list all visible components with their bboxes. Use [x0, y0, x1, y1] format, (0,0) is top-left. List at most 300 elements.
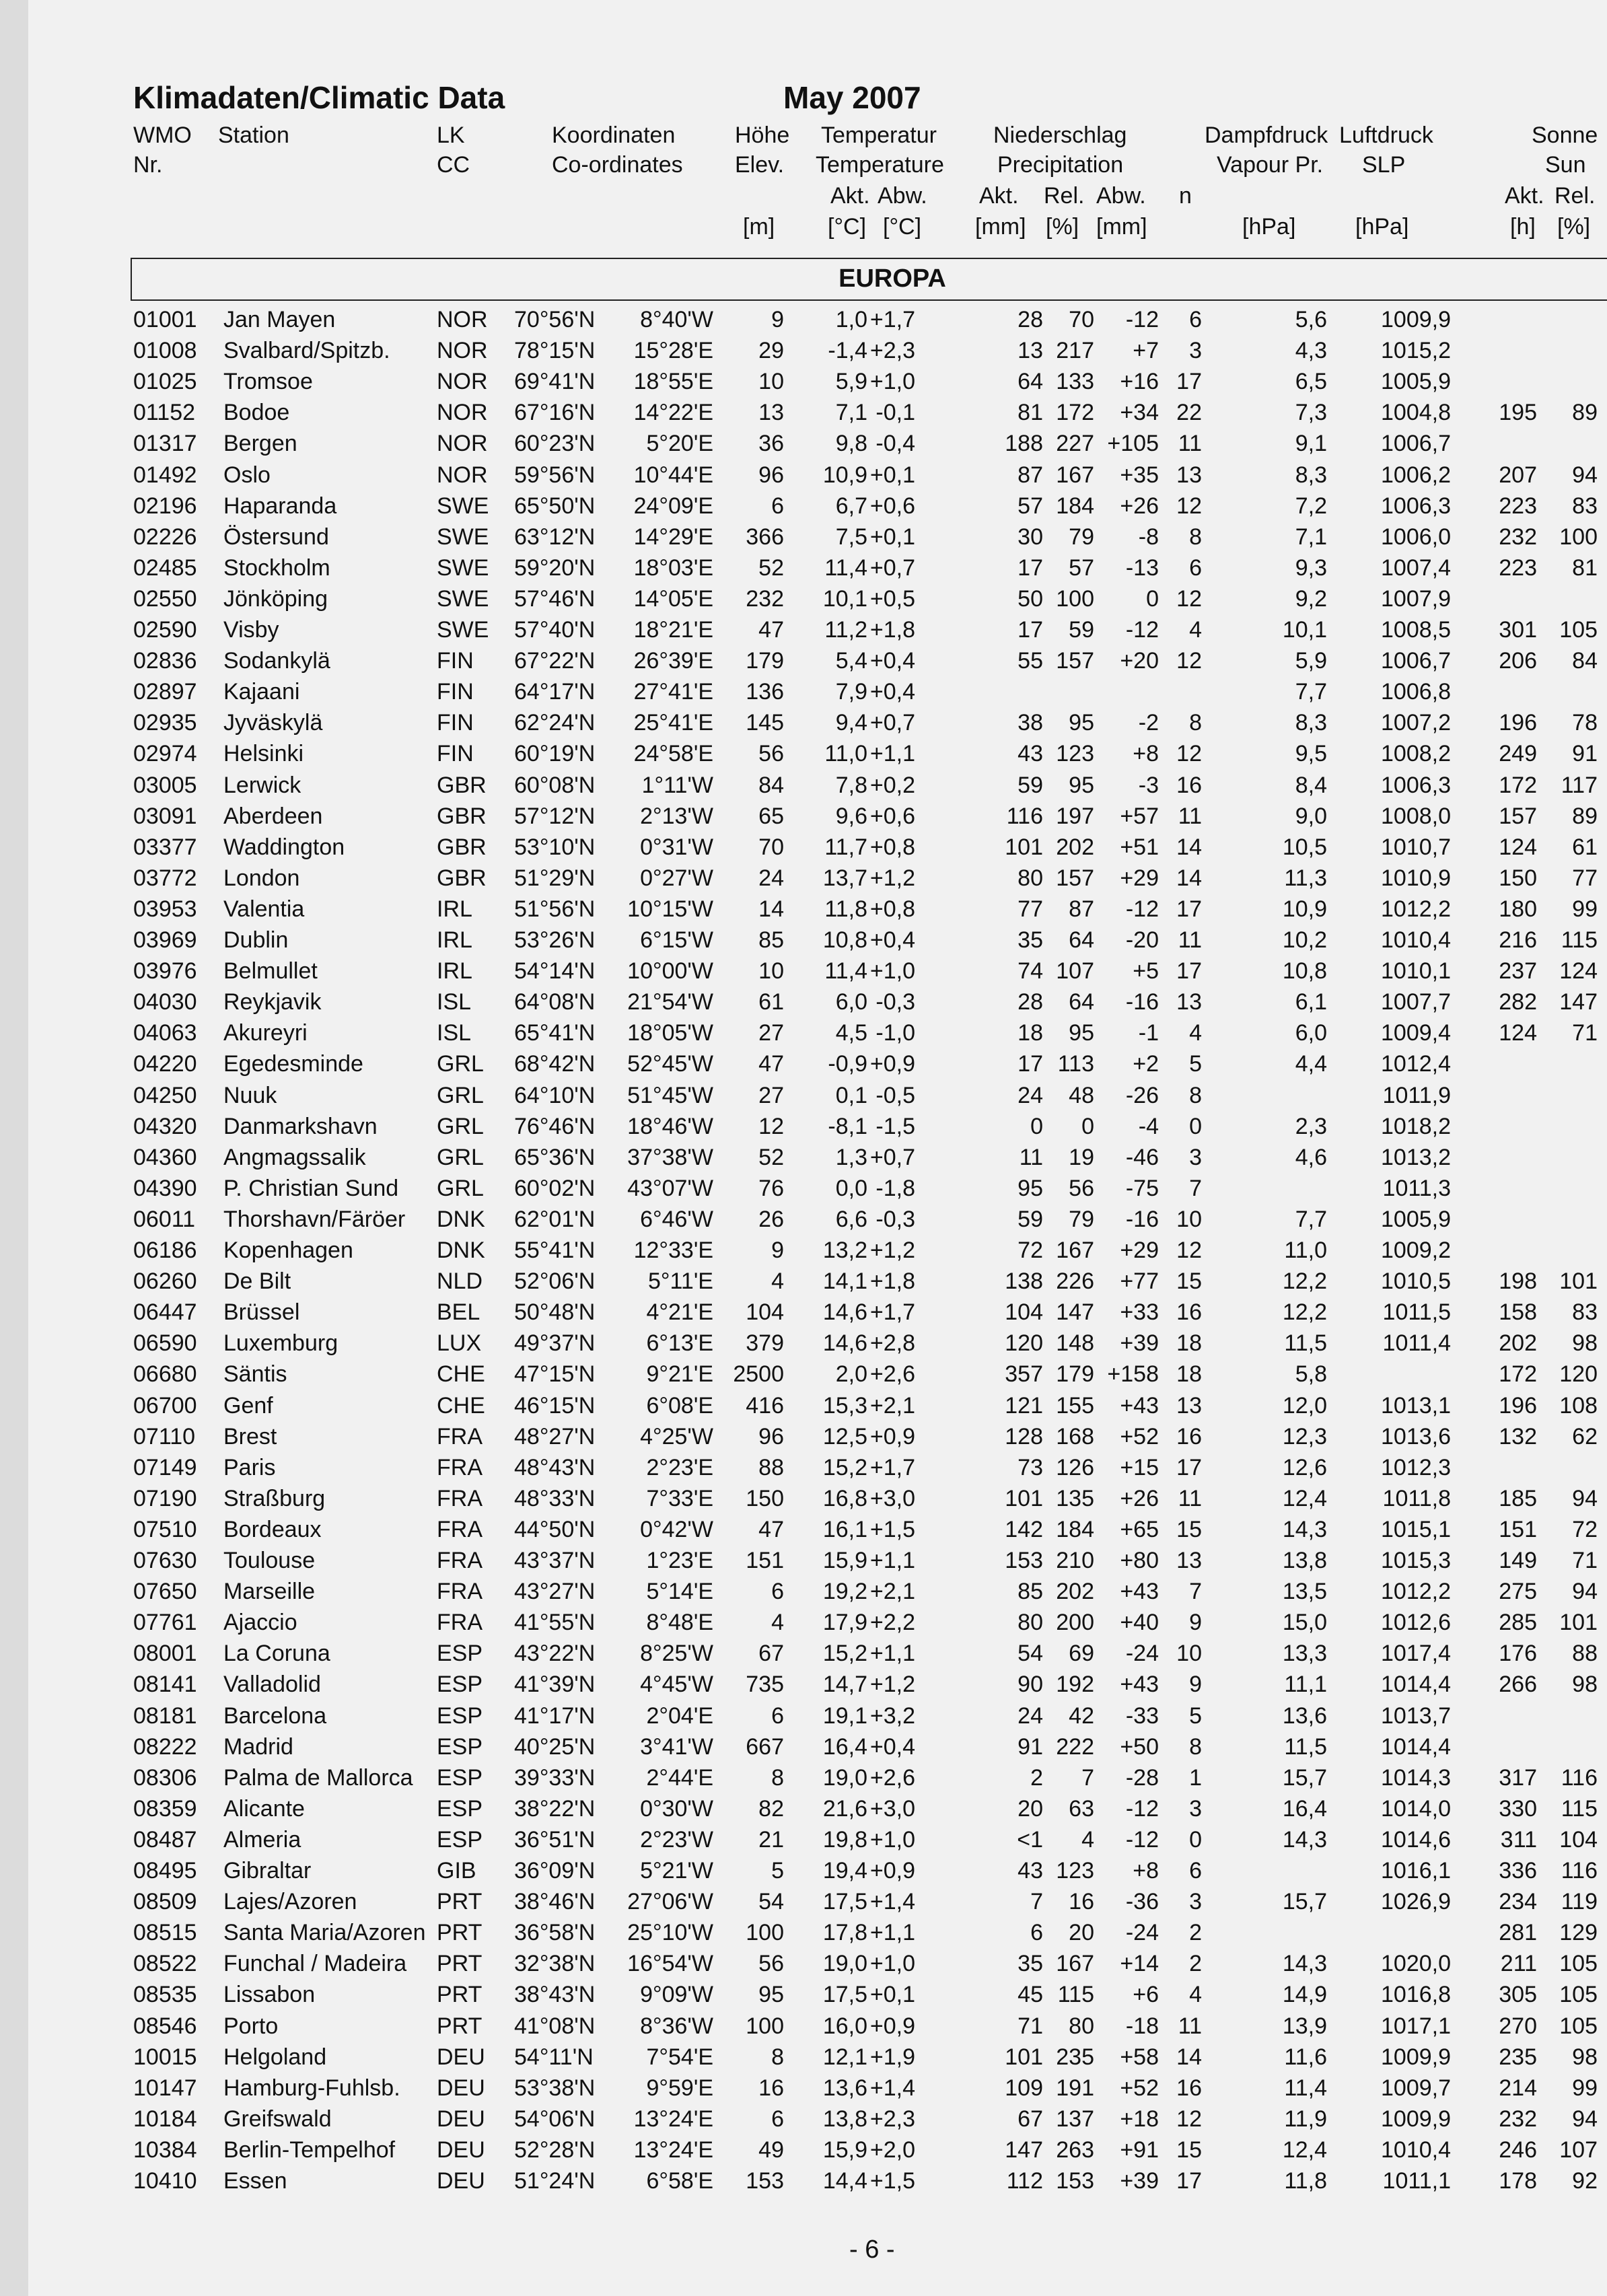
wmo-cell: 01317 [133, 431, 197, 456]
slp-cell: 1007,9 [1381, 586, 1451, 612]
longitude-cell: 43°07'W [627, 1176, 713, 1201]
temp-akt-cell: 14,6 [822, 1299, 867, 1325]
slp-cell: 1013,7 [1381, 1703, 1451, 1729]
prec-rel-cell: 123 [1056, 741, 1094, 766]
country-cell: FRA [437, 1517, 483, 1542]
wmo-cell: 03377 [133, 834, 197, 860]
prec-rel-cell: 192 [1056, 1672, 1094, 1697]
slp-cell: 1012,6 [1381, 1610, 1451, 1635]
latitude-cell: 51°29'N [514, 865, 596, 891]
prec-abw-cell: +105 [1107, 431, 1159, 456]
prec-rel-cell: 167 [1056, 1951, 1094, 1976]
elevation-cell: 100 [746, 2013, 784, 2039]
temp-akt-cell: 2,0 [835, 1361, 867, 1387]
country-cell: GIB [437, 1858, 476, 1884]
prec-rel-cell: 184 [1056, 493, 1094, 519]
prec-akt-cell: 85 [1017, 1579, 1043, 1604]
country-cell: NOR [437, 307, 488, 332]
country-cell: SWE [437, 493, 489, 519]
latitude-cell: 54°06'N [514, 2106, 596, 2132]
prec-rel-cell: 191 [1056, 2075, 1094, 2101]
prec-rel-cell: 59 [1069, 617, 1094, 643]
month-title: May 2007 [783, 80, 921, 115]
prec-n-cell: 8 [1189, 524, 1202, 550]
table-row [28, 1207, 1607, 1237]
prec-abw-cell: -24 [1125, 1641, 1159, 1666]
temp-akt-cell: 11,8 [824, 896, 867, 922]
prec-n-cell: 11 [1178, 2013, 1202, 2039]
elevation-cell: 27 [758, 1020, 784, 1046]
vapour-cell: 13,3 [1282, 1641, 1327, 1666]
sun-akt-cell: 275 [1499, 1579, 1537, 1604]
latitude-cell: 38°22'N [514, 1796, 596, 1822]
vapour-cell: 14,9 [1282, 1982, 1327, 2007]
table-row [28, 1796, 1607, 1827]
prec-akt-cell: 128 [1005, 1424, 1043, 1449]
elevation-cell: 61 [758, 989, 784, 1015]
prec-akt-cell: 17 [1017, 617, 1043, 643]
prec-n-cell: 10 [1176, 1641, 1202, 1666]
country-cell: GBR [437, 834, 487, 860]
temp-akt-cell: 19,2 [822, 1579, 867, 1604]
prec-rel-cell: 57 [1069, 555, 1094, 581]
prec-n-cell: 16 [1176, 1424, 1202, 1449]
temp-akt-cell: 14,7 [822, 1672, 867, 1697]
prec-abw-cell: -20 [1125, 927, 1159, 953]
prec-n-cell: 5 [1189, 1703, 1202, 1729]
wmo-cell: 10015 [133, 2044, 197, 2070]
temp-abw-cell: -1,0 [876, 1020, 915, 1046]
table-row [28, 1610, 1607, 1641]
prec-abw-cell: +5 [1133, 958, 1159, 984]
wmo-cell: 10384 [133, 2137, 197, 2163]
sun-akt-cell: 301 [1499, 617, 1537, 643]
sun-akt-cell: 150 [1499, 865, 1537, 891]
country-cell: DEU [437, 2075, 485, 2101]
latitude-cell: 43°27'N [514, 1579, 596, 1604]
prec-abw-cell: -24 [1125, 1920, 1159, 1945]
prec-akt-cell: 112 [1006, 2168, 1043, 2194]
station-cell: Waddington [223, 834, 345, 860]
prec-rel-cell: 167 [1056, 462, 1094, 488]
wmo-cell: 04390 [133, 1176, 197, 1201]
vapour-cell: 15,0 [1282, 1610, 1327, 1635]
prec-akt-cell: 59 [1017, 1207, 1043, 1232]
slp-cell: 1012,3 [1381, 1455, 1451, 1480]
temp-abw-cell: +0,9 [869, 2013, 915, 2039]
prec-abw-cell: -18 [1125, 2013, 1159, 2039]
prec-n-cell: 3 [1189, 338, 1202, 363]
sun-akt-cell: 172 [1499, 773, 1537, 798]
sun-akt-cell: 172 [1499, 1361, 1537, 1387]
vapour-cell: 8,3 [1295, 462, 1327, 488]
prec-rel-cell: 235 [1056, 2044, 1094, 2070]
latitude-cell: 50°48'N [514, 1299, 596, 1325]
sun-rel-cell: 99 [1572, 2075, 1598, 2101]
country-cell: PRT [437, 2013, 483, 2039]
prec-n-cell: 2 [1189, 1920, 1202, 1945]
vapour-cell: 12,4 [1282, 2137, 1327, 2163]
table-row [28, 524, 1607, 555]
station-cell: Lajes/Azoren [223, 1889, 357, 1914]
prec-abw-cell: +15 [1120, 1455, 1159, 1480]
prec-n-cell: 17 [1176, 958, 1202, 984]
prec-n-cell: 17 [1176, 1455, 1202, 1480]
prec-akt-cell: 90 [1017, 1672, 1043, 1697]
elevation-cell: 735 [746, 1672, 784, 1697]
elevation-cell: 36 [758, 431, 784, 456]
slp-cell: 1006,3 [1381, 773, 1451, 798]
elevation-cell: 52 [758, 1145, 784, 1170]
vapour-cell: 9,5 [1295, 741, 1327, 766]
prec-n-cell: 11 [1178, 431, 1202, 456]
header-nr: Nr. [133, 152, 163, 178]
header-station: Station [218, 122, 289, 148]
temp-abw-cell: +1,8 [869, 1268, 915, 1294]
wmo-cell: 07510 [133, 1517, 197, 1542]
elevation-cell: 151 [746, 1548, 784, 1573]
wmo-cell: 07110 [133, 1424, 196, 1449]
sun-rel-cell: 105 [1559, 1951, 1598, 1976]
station-cell: De Bilt [223, 1268, 291, 1294]
sun-rel-cell: 116 [1561, 1765, 1598, 1791]
slp-cell: 1014,4 [1381, 1734, 1451, 1760]
prec-abw-cell: +29 [1120, 865, 1159, 891]
prec-akt-cell: 80 [1017, 865, 1043, 891]
wmo-cell: 08535 [133, 1982, 197, 2007]
vapour-cell: 11,0 [1284, 1237, 1327, 1263]
wmo-cell: 08487 [133, 1827, 197, 1853]
table-row [28, 1176, 1607, 1207]
prec-rel-cell: 4 [1081, 1827, 1094, 1853]
wmo-cell: 03969 [133, 927, 197, 953]
temp-abw-cell: +1,0 [869, 958, 915, 984]
prec-akt-cell: 101 [1005, 834, 1043, 860]
table-row [28, 2013, 1607, 2044]
temp-akt-cell: 5,9 [835, 369, 867, 394]
prec-akt-cell: 73 [1017, 1455, 1043, 1480]
country-cell: FRA [437, 1486, 483, 1511]
temp-akt-cell: 12,5 [822, 1424, 867, 1449]
wmo-cell: 10147 [133, 2075, 197, 2101]
elevation-cell: 379 [746, 1330, 784, 1356]
elevation-cell: 13 [758, 400, 784, 425]
sun-rel-cell: 71 [1572, 1020, 1598, 1046]
station-cell: Dublin [223, 927, 289, 953]
elevation-cell: 56 [758, 741, 784, 766]
sun-akt-cell: 185 [1499, 1486, 1537, 1511]
temp-abw-cell: +0,4 [869, 927, 915, 953]
slp-cell: 1007,4 [1381, 555, 1451, 581]
wmo-cell: 04220 [133, 1051, 197, 1077]
wmo-cell: 03005 [133, 773, 197, 798]
sun-rel-cell: 105 [1559, 617, 1598, 643]
station-cell: Svalbard/Spitzb. [223, 338, 390, 363]
sun-rel-cell: 119 [1561, 1889, 1598, 1914]
prec-abw-cell: -28 [1125, 1765, 1159, 1791]
temp-akt-cell: 13,2 [822, 1237, 867, 1263]
longitude-cell: 6°46'W [640, 1207, 713, 1232]
prec-abw-cell: +14 [1120, 1951, 1159, 1976]
sun-rel-cell: 105 [1559, 1982, 1598, 2007]
sun-rel-cell: 105 [1559, 2013, 1598, 2039]
header-sonne-rel-unit: [%] [1557, 214, 1591, 240]
prec-akt-cell: 87 [1017, 462, 1043, 488]
station-cell: Östersund [223, 524, 329, 550]
station-cell: Berlin-Tempelhof [223, 2137, 396, 2163]
slp-cell: 1015,1 [1381, 1517, 1451, 1542]
header-cc: CC [437, 152, 470, 178]
longitude-cell: 52°45'W [627, 1051, 713, 1077]
slp-cell: 1009,7 [1381, 2075, 1451, 2101]
country-cell: NOR [437, 462, 488, 488]
station-cell: Santa Maria/Azoren [223, 1920, 426, 1945]
prec-akt-cell: 116 [1006, 803, 1043, 829]
elevation-cell: 667 [746, 1734, 784, 1760]
longitude-cell: 4°45'W [640, 1672, 713, 1697]
table-row [28, 2075, 1607, 2106]
prec-rel-cell: 153 [1056, 2168, 1094, 2194]
prec-akt-cell: 91 [1017, 1734, 1043, 1760]
prec-n-cell: 10 [1176, 1207, 1202, 1232]
temp-abw-cell: -0,5 [876, 1083, 915, 1108]
latitude-cell: 51°56'N [514, 896, 596, 922]
country-cell: GBR [437, 773, 487, 798]
prec-abw-cell: +35 [1120, 462, 1159, 488]
prec-akt-cell: 7 [1030, 1889, 1043, 1914]
header-temp-abw: Abw. [878, 183, 927, 209]
country-cell: NOR [437, 400, 488, 425]
sun-akt-cell: 176 [1499, 1641, 1537, 1666]
station-cell: Jönköping [223, 586, 328, 612]
longitude-cell: 18°05'W [627, 1020, 713, 1046]
vapour-cell: 4,4 [1295, 1051, 1327, 1077]
temp-abw-cell: +1,5 [869, 2168, 915, 2194]
latitude-cell: 47°15'N [514, 1361, 596, 1387]
temp-abw-cell: +1,2 [869, 865, 915, 891]
prec-rel-cell: 95 [1069, 773, 1094, 798]
slp-cell: 1011,8 [1382, 1486, 1451, 1511]
latitude-cell: 62°01'N [514, 1207, 596, 1232]
wmo-cell: 01492 [133, 462, 197, 488]
prec-n-cell: 7 [1189, 1176, 1202, 1201]
prec-abw-cell: +65 [1120, 1517, 1159, 1542]
header-sonne: Sonne [1532, 122, 1598, 148]
header-luft-unit: [hPa] [1355, 214, 1409, 240]
slp-cell: 1014,0 [1381, 1796, 1451, 1822]
temp-abw-cell: +1,7 [869, 1299, 915, 1325]
station-cell: Nuuk [223, 1083, 277, 1108]
prec-akt-cell: 64 [1017, 369, 1043, 394]
prec-n-cell: 18 [1176, 1330, 1202, 1356]
longitude-cell: 9°59'E [646, 2075, 713, 2101]
station-cell: Sodankylä [223, 648, 330, 674]
prec-akt-cell: 20 [1017, 1796, 1043, 1822]
slp-cell: 1006,2 [1381, 462, 1451, 488]
sun-rel-cell: 117 [1561, 773, 1598, 798]
prec-n-cell: 5 [1189, 1051, 1202, 1077]
longitude-cell: 18°46'W [627, 1114, 713, 1139]
sun-rel-cell: 120 [1559, 1361, 1598, 1387]
longitude-cell: 2°23'W [640, 1827, 713, 1853]
temp-akt-cell: 13,8 [822, 2106, 867, 2132]
prec-akt-cell: 109 [1005, 2075, 1043, 2101]
sun-rel-cell: 98 [1572, 1330, 1598, 1356]
temp-akt-cell: 19,0 [822, 1951, 867, 1976]
table-row [28, 1517, 1607, 1548]
prec-akt-cell: 0 [1030, 1114, 1043, 1139]
prec-n-cell: 12 [1176, 1237, 1202, 1263]
station-cell: Jan Mayen [223, 307, 336, 332]
latitude-cell: 65°36'N [514, 1145, 596, 1170]
temp-akt-cell: 0,0 [835, 1176, 867, 1201]
temp-abw-cell: +1,7 [869, 307, 915, 332]
sun-rel-cell: 94 [1572, 2106, 1598, 2132]
latitude-cell: 76°46'N [514, 1114, 596, 1139]
temp-akt-cell: 16,8 [822, 1486, 867, 1511]
country-cell: FIN [437, 648, 474, 674]
station-cell: Greifswald [223, 2106, 332, 2132]
temp-abw-cell: +3,0 [869, 1796, 915, 1822]
wmo-cell: 06590 [133, 1330, 197, 1356]
header-vapour: Vapour Pr. [1217, 152, 1324, 178]
latitude-cell: 69°41'N [514, 369, 596, 394]
latitude-cell: 51°24'N [514, 2168, 596, 2194]
country-cell: FIN [437, 710, 474, 736]
prec-abw-cell: +40 [1120, 1610, 1159, 1635]
header-luftdruck: Luftdruck [1339, 122, 1433, 148]
vapour-cell: 13,9 [1282, 2013, 1327, 2039]
sun-akt-cell: 180 [1499, 896, 1537, 922]
country-cell: NLD [437, 1268, 483, 1294]
slp-cell: 1014,4 [1381, 1672, 1451, 1697]
table-row [28, 400, 1607, 431]
table-row [28, 1424, 1607, 1455]
table-row [28, 493, 1607, 524]
prec-n-cell: 8 [1189, 1083, 1202, 1108]
temp-akt-cell: 9,6 [835, 803, 867, 829]
prec-n-cell: 15 [1176, 1268, 1202, 1294]
station-cell: Belmullet [223, 958, 318, 984]
longitude-cell: 9°21'E [646, 1361, 713, 1387]
prec-abw-cell: +77 [1120, 1268, 1159, 1294]
longitude-cell: 0°30'W [640, 1796, 713, 1822]
latitude-cell: 54°11'N [514, 2044, 594, 2070]
prec-rel-cell: 80 [1069, 2013, 1094, 2039]
sun-rel-cell: 116 [1561, 1858, 1598, 1884]
temp-abw-cell: +0,1 [869, 524, 915, 550]
longitude-cell: 4°25'W [640, 1424, 713, 1449]
prec-rel-cell: 69 [1069, 1641, 1094, 1666]
temp-akt-cell: 10,8 [822, 927, 867, 953]
prec-rel-cell: 157 [1056, 865, 1094, 891]
latitude-cell: 49°37'N [514, 1330, 596, 1356]
vapour-cell: 14,3 [1282, 1951, 1327, 1976]
header-temperatur: Temperatur [821, 122, 937, 148]
sun-rel-cell: 71 [1572, 1548, 1598, 1573]
wmo-cell: 02836 [133, 648, 197, 674]
temp-abw-cell: +0,2 [869, 773, 915, 798]
longitude-cell: 13°24'E [633, 2106, 713, 2132]
prec-abw-cell: -33 [1125, 1703, 1159, 1729]
prec-rel-cell: 64 [1069, 989, 1094, 1015]
temp-abw-cell: +1,0 [869, 369, 915, 394]
table-row [28, 1548, 1607, 1579]
prec-rel-cell: 113 [1057, 1051, 1094, 1077]
temp-akt-cell: -1,4 [828, 338, 867, 363]
longitude-cell: 12°33'E [633, 1237, 713, 1263]
table-row [28, 1145, 1607, 1176]
prec-abw-cell: +158 [1107, 1361, 1159, 1387]
temp-abw-cell: +0,7 [869, 710, 915, 736]
country-cell: GRL [437, 1176, 484, 1201]
prec-n-cell: 16 [1176, 2075, 1202, 2101]
country-cell: FIN [437, 679, 474, 705]
prec-rel-cell: 168 [1056, 1424, 1094, 1449]
prec-akt-cell: 2 [1030, 1765, 1043, 1791]
table-row [28, 1114, 1607, 1145]
country-cell: SWE [437, 524, 489, 550]
temp-abw-cell: +0,6 [869, 803, 915, 829]
elevation-cell: 6 [771, 493, 784, 519]
vapour-cell: 8,3 [1295, 710, 1327, 736]
latitude-cell: 60°02'N [514, 1176, 596, 1201]
country-cell: PRT [437, 1889, 483, 1914]
station-cell: Palma de Mallorca [223, 1765, 413, 1791]
prec-rel-cell: 20 [1069, 1920, 1094, 1945]
sun-akt-cell: 317 [1499, 1765, 1537, 1791]
table-row [28, 710, 1607, 741]
prec-abw-cell: +43 [1120, 1672, 1159, 1697]
latitude-cell: 57°12'N [514, 803, 596, 829]
latitude-cell: 64°17'N [514, 679, 596, 705]
station-cell: Aberdeen [223, 803, 323, 829]
elevation-cell: 82 [758, 1796, 784, 1822]
temp-abw-cell: +2,8 [869, 1330, 915, 1356]
country-cell: PRT [437, 1982, 483, 2007]
wmo-cell: 07149 [133, 1455, 197, 1480]
elevation-cell: 9 [771, 1237, 784, 1263]
vapour-cell: 5,6 [1295, 307, 1327, 332]
wmo-cell: 08546 [133, 2013, 197, 2039]
vapour-cell: 11,5 [1284, 1330, 1327, 1356]
station-cell: Danmarkshavn [223, 1114, 378, 1139]
prec-abw-cell: +58 [1120, 2044, 1159, 2070]
wmo-cell: 01152 [133, 400, 196, 425]
vapour-cell: 12,6 [1282, 1455, 1327, 1480]
prec-abw-cell: +20 [1120, 648, 1159, 674]
prec-akt-cell: 142 [1005, 1517, 1043, 1542]
latitude-cell: 41°55'N [514, 1610, 596, 1635]
header-precipitation: Precipitation [997, 152, 1124, 178]
prec-akt-cell: 28 [1017, 307, 1043, 332]
prec-rel-cell: 217 [1056, 338, 1094, 363]
wmo-cell: 01025 [133, 369, 197, 394]
sun-akt-cell: 270 [1499, 2013, 1537, 2039]
station-cell: Helgoland [223, 2044, 327, 2070]
prec-rel-cell: 48 [1069, 1083, 1094, 1108]
slp-cell: 1013,6 [1381, 1424, 1451, 1449]
longitude-cell: 13°24'E [633, 2137, 713, 2163]
slp-cell: 1007,7 [1381, 989, 1451, 1015]
prec-rel-cell: 70 [1069, 307, 1094, 332]
prec-rel-cell: 64 [1069, 927, 1094, 953]
wmo-cell: 04360 [133, 1145, 197, 1170]
country-cell: IRL [437, 896, 472, 922]
temp-akt-cell: 15,9 [822, 1548, 867, 1573]
country-cell: DEU [437, 2168, 485, 2194]
longitude-cell: 6°08'E [646, 1393, 713, 1419]
